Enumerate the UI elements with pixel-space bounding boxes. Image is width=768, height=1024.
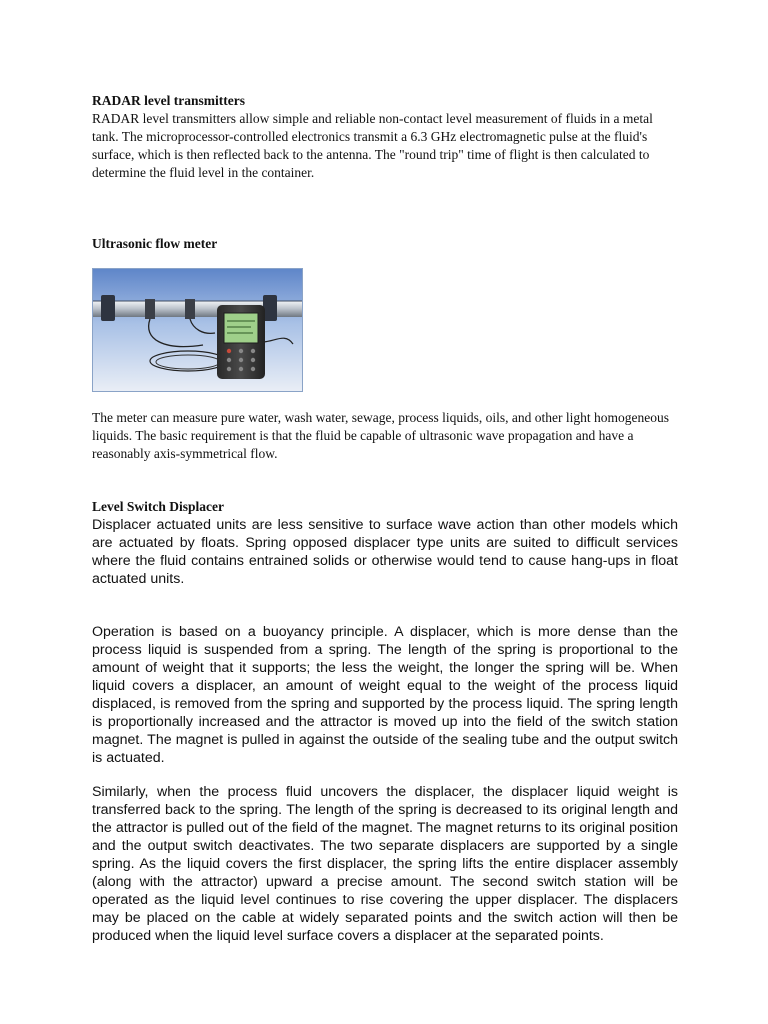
displacer-heading: Level Switch Displacer	[92, 499, 224, 514]
ultrasonic-heading: Ultrasonic flow meter	[92, 236, 218, 251]
radar-heading: RADAR level transmitters	[92, 93, 245, 108]
displacer-paragraph-3: Similarly, when the process fluid uncovers the displacer, the displacer liquid weight is transferred back to the spring. The length of the spring is decreased to its original length and the attractor is pulled out of the field of the magnet. The magnet returns to its original position and the output switch deactivates. The two separate displacers are supported by a single spring. As the liquid covers the first displacer, the spring lifts the entire displacer assembly (along with the attractor) upward a precise amount. The second switch station will be operated as the liquid level continues to rise covering the upper displacer. The displacers may be placed on the cable at widely separated points and the switch action will then be produced when the liquid level surface covers a displacer at the separated points.	[92, 784, 678, 944]
displacer-paragraph-2: Operation is based on a buoyancy principle. A displacer, which is more dense than the process liquid is suspended from a spring. The length of the spring is proportional to the amount of weight that it supports; the less the weight, the longer the spring will be. When liquid covers a displacer, an amount of weight equal to the weight of the process liquid displaced, is removed from the spring and supported by the process liquid. The spring length is proportionally increased and the attractor is moved up into the field of the switch station magnet. The magnet is pulled in against the outside of the sealing tube and the output switch is actuated.	[92, 624, 678, 766]
displacer-paragraph-1: Displacer actuated units are less sensitive to surface wave action than other models which are actuated by floats. Spring opposed displacer type units are suited to difficult services where the fluid contains entrained solids or otherwise would tend to cause hang-ups in float actuated units.	[92, 517, 678, 587]
ultrasonic-flow-meter-photo	[92, 268, 303, 392]
radar-paragraph: RADAR level transmitters allow simple and reliable non-contact level measurement of fluids in a metal tank. The microprocessor-controlled electronics transmit a 6.3 GHz electromagnetic pulse at the fluid's surface, which is then reflected back to the antenna. The "round trip" time of flight is then calculated to determine the fluid level in the container.	[92, 111, 653, 180]
flow-meter-illustration	[93, 269, 302, 391]
ultrasonic-paragraph: The meter can measure pure water, wash water, sewage, process liquids, oils, and other light homogeneous liquids. The basic requirement is that the fluid be capable of ultrasonic wave propagation and have a reasonably axis-symmetrical flow.	[92, 410, 669, 461]
